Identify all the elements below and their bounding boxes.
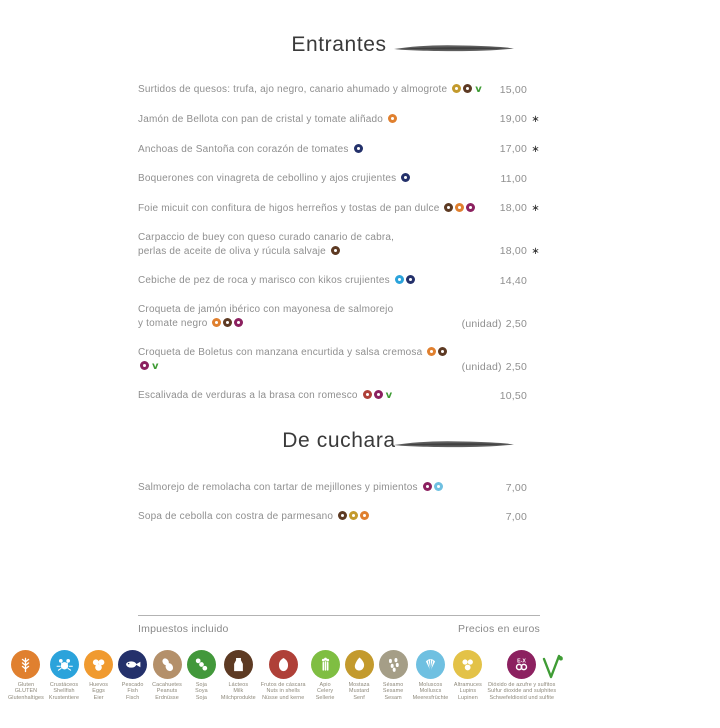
entrantes-items — [138, 83, 540, 403]
item-price — [500, 389, 540, 403]
price-value: 11,00 — [500, 173, 527, 185]
item-price — [462, 317, 540, 331]
lacteos-icon — [224, 650, 253, 679]
allergen-mostaza-icon — [452, 84, 461, 93]
item-price — [506, 510, 540, 524]
legend-item-pescado — [118, 650, 147, 701]
section-title: Entrantes — [291, 33, 387, 56]
item-name: Croqueta de jamón ibérico con mayonesa de salmorejo y tomate negro — [138, 304, 394, 329]
allergen-gluten-icon — [427, 347, 436, 356]
item-price — [500, 83, 540, 97]
item-name: Surtidos de quesos: trufa, ajo negro, canario ahumado y almogrote v — [138, 84, 482, 95]
huevos-icon — [84, 650, 113, 679]
legend-labels: Frutos de cáscara Nuts in shells Nüsse und kerne — [260, 682, 306, 701]
item-price — [500, 201, 540, 216]
asterisk-mark: ∗ — [531, 144, 540, 155]
legend-item-crustaceos — [49, 650, 79, 701]
unit-label: (unidad) — [461, 361, 502, 373]
allergen-legend — [8, 650, 564, 701]
legend-labels: Gluten GLUTEN Glutenhaltiges — [8, 682, 44, 701]
menu-item — [138, 346, 540, 374]
vegetarian-icon: v — [475, 84, 482, 95]
item-name: Jamón de Bellota con pan de cristal y tomate aliñado — [138, 113, 500, 127]
allergen-frutos_cascara-icon — [363, 390, 372, 399]
svg-text:E-X: E-X — [517, 658, 527, 665]
legend-item-gluten — [8, 650, 44, 701]
price-value: 2,50 — [505, 361, 527, 373]
vegetarian-v-leaf-icon — [540, 651, 564, 681]
item-name: Carpaccio de buey con queso curado canario de cabra, perlas de aceite de oliva y rúcula salvaje — [138, 232, 395, 257]
allergen-gluten-icon — [360, 511, 369, 520]
price-value: 7,00 — [505, 482, 527, 494]
brush-stroke-decoration — [393, 42, 515, 54]
pescado-icon — [118, 650, 147, 679]
price-value: 15,00 — [499, 84, 527, 96]
legend-labels: Sésamo Sesame Sesam — [382, 682, 404, 701]
asterisk-mark: ∗ — [531, 246, 540, 257]
section-heading-entrantes — [138, 33, 540, 61]
asterisk-mark: ∗ — [531, 114, 540, 125]
menu-item — [138, 303, 540, 331]
allergen-lacteos-icon — [463, 84, 472, 93]
legend-item-apio — [311, 650, 340, 701]
allergen-crustaceos-icon — [395, 275, 404, 284]
brush-stroke-decoration — [393, 438, 515, 450]
allergen-pescado-icon — [354, 144, 363, 153]
legend-item-huevos — [84, 650, 113, 701]
legend-item-frutos_cascara — [261, 650, 306, 701]
legend-item-cacahuetes — [152, 650, 182, 701]
item-name: Boquerones con vinagreta de cebollino y ajos crujientes — [138, 172, 501, 186]
item-name: Sopa de cebolla con costra de parmesano — [138, 510, 506, 524]
price-value: 18,00 — [499, 202, 527, 214]
section-title: De cuchara — [282, 429, 396, 452]
allergen-lacteos-icon — [444, 203, 453, 212]
price-value: 17,00 — [499, 143, 527, 155]
item-name: Cebiche de pez de roca y marisco con kikos crujientes — [138, 274, 500, 288]
menu-item — [138, 481, 540, 495]
allergen-lacteos-icon — [338, 511, 347, 520]
gluten-icon — [11, 650, 40, 679]
price-value: 18,00 — [499, 245, 527, 257]
mostaza-icon — [345, 650, 374, 679]
allergen-gluten-icon — [388, 114, 397, 123]
allergen-mostaza-icon — [349, 511, 358, 520]
frutos_cascara-icon — [269, 650, 298, 679]
cacahuetes-icon — [153, 650, 182, 679]
legend-labels: Soja Soya Soja — [195, 682, 208, 701]
allergen-pescado-icon — [401, 173, 410, 182]
menu-column — [138, 0, 540, 539]
allergen-lacteos-icon — [331, 246, 340, 255]
allergen-gluten-icon — [212, 318, 221, 327]
altramuces-icon — [453, 650, 482, 679]
item-price — [500, 244, 540, 259]
allergen-sulfitos-icon — [140, 361, 149, 370]
item-price — [462, 360, 540, 374]
item-price — [506, 481, 540, 495]
item-price — [500, 112, 540, 127]
currency-note: Precios en euros — [458, 623, 540, 635]
allergen-sulfitos-icon — [234, 318, 243, 327]
sulfitos-icon — [507, 650, 536, 679]
item-name: Foie micuit con confitura de higos herreños y tostas de pan dulce — [138, 202, 500, 216]
menu-item — [138, 510, 540, 524]
allergen-sulfitos-icon — [374, 390, 383, 399]
moluscos-icon — [416, 650, 445, 679]
menu-item — [138, 389, 540, 403]
legend-item-sesamo — [379, 650, 408, 701]
soja-icon — [187, 650, 216, 679]
asterisk-mark: ∗ — [531, 203, 540, 214]
allergen-legend-items — [8, 650, 556, 701]
section-heading-de-cuchara — [138, 429, 540, 457]
allergen-lacteos-icon — [223, 318, 232, 327]
menu-item — [138, 83, 540, 97]
allergen-sulfitos-icon — [423, 482, 432, 491]
de-cuchara-items — [138, 481, 540, 524]
legend-labels: Crustáceos Shellfish Krustentiere — [48, 682, 80, 701]
footer — [138, 615, 540, 635]
legend-item-mostaza — [345, 650, 374, 701]
apio-icon — [311, 650, 340, 679]
sesamo-icon — [379, 650, 408, 679]
allergen-moluscos-icon — [434, 482, 443, 491]
item-name: Anchoas de Santoña con corazón de tomates — [138, 143, 500, 157]
price-value: 10,50 — [499, 390, 527, 402]
item-name: Salmorejo de remolacha con tartar de mejillones y pimientos — [138, 481, 506, 495]
legend-item-soja — [187, 650, 216, 701]
allergen-sulfitos-icon — [466, 203, 475, 212]
taxes-note: Impuestos incluido — [138, 623, 229, 635]
legend-item-altramuces — [453, 650, 482, 701]
legend-labels: Moluscos Molluscs Meeresfrüchte — [412, 682, 449, 701]
menu-item — [138, 112, 540, 127]
allergen-pescado-icon — [406, 275, 415, 284]
allergen-gluten-icon — [455, 203, 464, 212]
legend-labels: Huevos Eggs Eier — [89, 682, 109, 701]
allergen-lacteos-icon — [438, 347, 447, 356]
menu-item — [138, 274, 540, 288]
legend-labels: Mostaza Mustard Senf — [348, 682, 370, 701]
price-value: 2,50 — [505, 318, 527, 330]
price-value: 7,00 — [505, 511, 527, 523]
legend-item-moluscos — [413, 650, 449, 701]
item-price — [501, 172, 541, 186]
item-price — [500, 142, 540, 157]
legend-labels: Apio Celery Sellerie — [315, 682, 335, 701]
menu-item — [138, 172, 540, 186]
legend-labels: Dióxido de azufre y sulfitos Sulfur dioxide and sulphites Schwefeldioxid und sulfite — [487, 682, 557, 701]
price-value: 14,40 — [499, 275, 527, 287]
vegetarian-icon: v — [152, 361, 159, 372]
legend-labels: Pescado Fish Fisch — [121, 682, 144, 701]
price-value: 19,00 — [499, 113, 527, 125]
item-name: Escalivada de verduras a la brasa con romesco v — [138, 390, 393, 401]
legend-item-lacteos — [221, 650, 256, 701]
item-name: Croqueta de Boletus con manzana encurtida y salsa cremosa v — [138, 346, 462, 374]
item-price — [500, 274, 540, 288]
vegetarian-icon: v — [385, 390, 393, 401]
unit-label: (unidad) — [461, 318, 502, 330]
menu-item — [138, 201, 540, 216]
legend-labels: Cacahuetes Peanuts Erdnüsse — [152, 682, 182, 701]
menu-item — [138, 142, 540, 157]
legend-labels: Lácteos Milk Milchprodukte — [220, 682, 256, 701]
crustaceos-icon — [50, 650, 79, 679]
menu-item — [138, 231, 540, 259]
legend-labels: Altramuces Lupins Lupinen — [453, 682, 482, 701]
